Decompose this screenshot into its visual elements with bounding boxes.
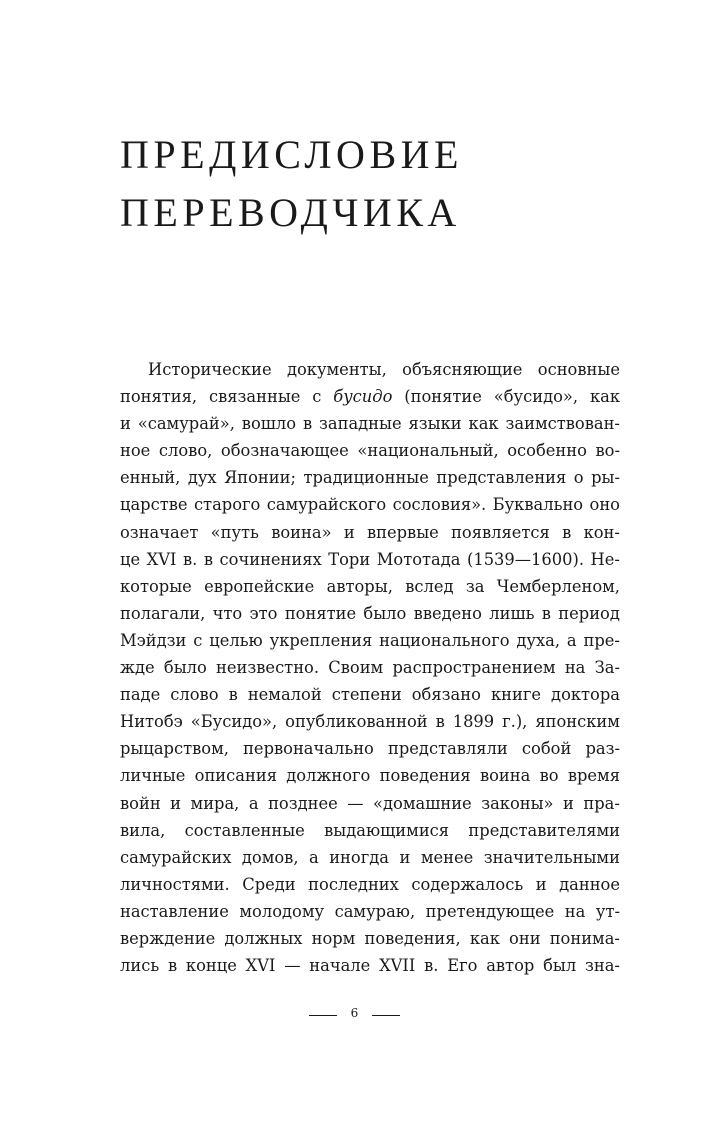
text-line: личностями. Среди последних содержалось и данное — [120, 874, 620, 894]
text-line: которые европейские авторы, вслед за Чемберленом, — [120, 576, 620, 596]
text-line: личные описания должного поведения воина во время — [120, 766, 620, 786]
text-line: царстве старого самурайского сословия». Буквально оно — [120, 495, 620, 515]
text-line: верждение должных норм поведения, как они понима- — [120, 928, 620, 948]
text-line: рыцарством, первоначально представляли собой раз- — [120, 739, 620, 759]
body-text — [120, 356, 620, 979]
page-number: 6 — [350, 1006, 359, 1020]
text-line: енный, дух Японии; традиционные представления о ры- — [120, 468, 620, 488]
text-line: войн и мира, а позднее — «домашние законы» и пра- — [120, 793, 620, 813]
text-line: и «самурай», вошло в западные языки как заимствован- — [120, 414, 620, 434]
page-footer — [0, 1003, 709, 1023]
text-line: Исторические документы, объясняющие основные — [148, 360, 620, 379]
chapter-title-line-2: ПЕРЕВОДЧИКА — [120, 190, 461, 235]
text-line: це XVI в. в сочинениях Тори Мототада (1539—1600). Не- — [120, 549, 620, 569]
footer-rule-right — [372, 1015, 400, 1016]
footer-rule-left — [309, 1015, 337, 1016]
chapter-title-line-1: ПРЕДИСЛОВИЕ — [120, 132, 463, 177]
text-line: Нитобэ «Бусидо», опубликованной в 1899 г.), японским — [120, 712, 620, 732]
text-line: лись в конце XVI — начале XVII в. Его автор был зна- — [120, 956, 620, 976]
text-line: понятия, связанные с бусидо (понятие «бусидо», как — [120, 387, 620, 407]
text-line: самурайских домов, а иногда и менее значительными — [120, 847, 620, 867]
text-line: наставление молодому самураю, претендующее на ут- — [120, 901, 620, 921]
text-line: паде слово в немалой степени обязано книге доктора — [120, 685, 620, 705]
text-line: вила, составленные выдающимися представителями — [120, 820, 620, 840]
text-line: Мэйдзи с целью укрепления национального духа, а пре- — [120, 630, 620, 650]
text-line: жде было неизвестно. Своим распространением на За- — [120, 658, 620, 678]
chapter-title — [120, 126, 463, 242]
text-line: полагали, что это понятие было введено лишь в период — [120, 603, 620, 623]
text-line: означает «путь воина» и впервые появляется в кон- — [120, 522, 620, 542]
text-line: ное слово, обозначающее «национальный, особенно во- — [120, 441, 620, 461]
